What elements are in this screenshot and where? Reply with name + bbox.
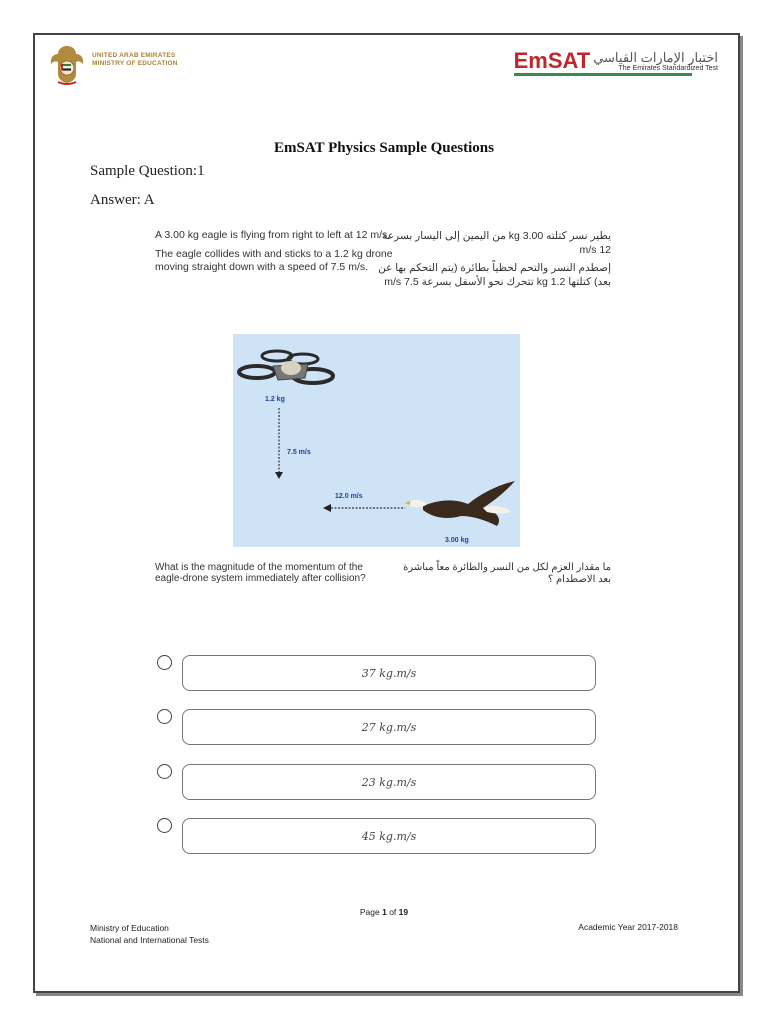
eagle-speed-label: 12.0 m/s [335, 493, 363, 500]
brand-name: EmSAT [513, 48, 591, 73]
eagle-mass-label: 3.00 kg [445, 537, 469, 544]
footer-department: National and International Tests [90, 935, 209, 945]
document-title: EmSAT Physics Sample Questions [274, 140, 494, 156]
page-current: 1 [382, 907, 387, 917]
question-arabic: ما مقدار العزم لكل من النسر والطائرة معاً مباشرة بعد الاصطدام ؟ [403, 562, 611, 585]
option-a-radio[interactable] [157, 655, 172, 670]
problem-ar-p1: يطير نسر كتلته 3.00 kg من اليمين إلى اليسار بسرعة 12 m/s [382, 230, 611, 256]
uae-emblem-icon [46, 42, 88, 86]
problem-en-p1: A 3.00 kg eagle is flying from right to left at 12 m/s. [155, 229, 391, 241]
sample-question-label: Sample Question:1 [90, 163, 205, 179]
left-arrowhead-icon [323, 504, 331, 512]
question-english: What is the magnitude of the momentum of the eagle-drone system immediately after collision? [155, 562, 366, 584]
down-arrowhead-icon [275, 472, 283, 479]
problem-en-p2: The eagle collides with and sticks to a 1.2 kg drone moving straight down with a speed of 7.5 m/s. [155, 248, 393, 273]
problem-arabic [371, 229, 611, 293]
option-c[interactable] [157, 764, 597, 804]
page-total: 19 [398, 907, 409, 917]
option-a-box[interactable]: 37 kg.m/s [182, 655, 596, 691]
drone-speed-label: 7.5 m/s [287, 449, 311, 456]
brand-arabic: اختبار الإمارات القياسي [593, 50, 718, 65]
brand-subtitle: The Emirates Standardized Test [618, 65, 718, 72]
figure-drawing [233, 334, 520, 547]
problem-english [155, 229, 395, 280]
option-c-box[interactable]: 23 kg.m/s [182, 764, 596, 800]
option-a[interactable] [157, 655, 597, 695]
problem-ar-p2: إصطدم النسر والتحم لحظياً بطائرة (يتم التحكم بها عن بعد) كتلتها 1.2 kg تتحرك نحو الأسفل بسرعة 7.5 m/s [378, 262, 611, 288]
page-of: of [386, 907, 399, 917]
footer-ministry: Ministry of Education [90, 923, 169, 933]
collision-figure [233, 334, 520, 547]
option-b-box[interactable]: 27 kg.m/s [182, 709, 596, 745]
footer-academic-year: Academic Year 2017-2018 [578, 922, 678, 932]
ministry-label [92, 52, 178, 68]
answer-label: Answer: A [90, 192, 155, 208]
option-b-radio[interactable] [157, 709, 172, 724]
page-prefix: Page [359, 907, 383, 917]
drone-mass-label: 1.2 kg [265, 396, 285, 403]
brand-underline [514, 73, 692, 76]
eagle-icon [405, 481, 515, 526]
page-number [0, 907, 768, 917]
option-d-radio[interactable] [157, 818, 172, 833]
footer-left [90, 922, 209, 946]
option-b[interactable] [157, 709, 597, 749]
option-c-radio[interactable] [157, 764, 172, 779]
ministry-line-2: MINISTRY OF EDUCATION [92, 60, 178, 67]
option-d[interactable] [157, 818, 597, 858]
drone-icon [239, 351, 333, 383]
option-d-box[interactable]: 45 kg.m/s [182, 818, 596, 854]
ministry-line-1: UNITED ARAB EMIRATES [92, 52, 176, 59]
emsat-logo [514, 50, 718, 76]
